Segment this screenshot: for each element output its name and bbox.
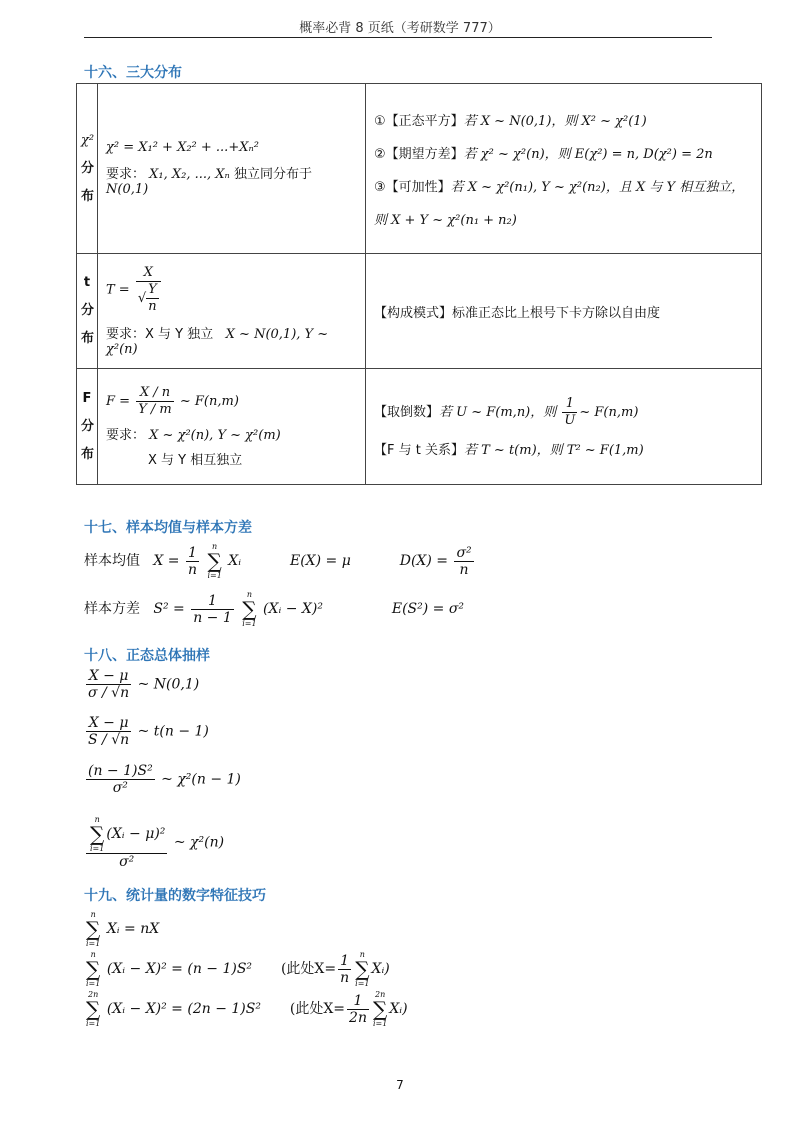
stat-trick-2: n ∑ i=1 (Xᵢ − X)² = (n − 1)S² (此处X= $\frac{1}{n}$ n ∑ i=1 Xᵢ) [86,950,390,988]
chi-prop-3: ③【可加性】若 X ~ χ²(n₁), Y ~ χ²(n₂)，且 X 与 Y 相互独立， [374,179,745,195]
f-fraction: $\frac{X / n}{Y / m}$ [138,385,172,417]
normal-sampling-1: $\frac{X - \mu}{\sigma / √n}$ ~ N(0,1) [88,668,200,701]
t-fraction: X √ $\frac{Y}{n}$ [136,265,161,315]
t-definition [98,254,366,369]
f-definition [98,369,366,485]
t-row [77,254,762,369]
t-requirement: 要求：X 与 Y 独立 X ~ N(0,1), Y ~ χ²(n) [106,327,329,357]
normal-sampling-2: $\frac{X - \mu}{S / √n}$ ~ t(n − 1) [88,715,209,748]
sum-symbol: n ∑ i=1 [90,815,105,853]
normal-sampling-3: $\frac{\text{(n − 1)S²}}{\text{σ²}}$ ~ χ²(n − 1) [88,763,241,796]
f-label: F 分 布 [77,369,98,485]
chi-square-properties [366,84,762,254]
sum-symbol: n ∑ i=1 [207,542,222,580]
f-formula: F = $\frac{X / n}{Y / m}$ ~ F(n,m) [106,385,239,417]
t-label: t 分 布 [77,254,98,369]
sum-symbol: n ∑ i=1 [242,590,257,628]
chi-square-definition [98,84,366,254]
chi-prop-2: ②【期望方差】若 χ² ~ χ²(n)，则 E(χ²) = n, D(χ²) = 2n [374,146,713,162]
sum-symbol: n ∑ i=1 [355,950,370,988]
chi-square-requirement: 要求： X₁, X₂, ..., Xₙ 独立同分布于 N(0,1) [106,167,312,197]
page-number: 7 [396,1078,404,1092]
chi-prop-1: ①【正态平方】若 X ~ N(0,1)，则 X² ~ χ²(1) [374,113,647,129]
sum-symbol: 2n ∑ i=1 [86,990,101,1028]
f-prop-2: 【F 与 t 关系】若 T ~ t(m)，则 T² ~ F(1,m) [374,442,644,458]
page-header: 概率必背 8 页纸（考研数学 777） [299,21,501,36]
distribution-table [76,83,762,485]
sample-mean-line: 样本均值 X = $\frac{1}{n}$ n ∑ i=1 Xᵢ E(X) = μ D(X) = $\frac{\text{σ²}}{n}$ [84,542,472,580]
f-prop-1: 【取倒数】若 U ~ F(m,n)，则 $\frac{1}{U}$ ~ F(n,m) [374,395,639,428]
chi-square-label: χ² 分 布 [77,84,98,254]
chi-square-row [77,84,762,254]
stat-trick-1: n ∑ i=1 Xᵢ = nX [86,910,160,948]
stat-trick-3: 2n ∑ i=1 (Xᵢ − X)² = (2n − 1)S² (此处X= $\frac{1}{2n}$ 2n ∑ i=1 Xᵢ) [86,990,408,1028]
chi-prop-3-cont: 则 X + Y ~ χ²(n₁ + n₂) [374,212,517,228]
section-title-19: 十九、统计量的数字特征技巧 [84,888,266,904]
section-title-18: 十八、正态总体抽样 [84,648,210,664]
normal-sampling-4: n ∑ i=1 (Xᵢ − μ)² σ² ~ χ²(n) [84,815,224,870]
sample-variance-line: 样本方差 S² = $\frac{1}{n - 1}$ n ∑ i=1 (Xᵢ − X)² E(S²) = σ² [84,590,465,628]
header-rule [84,37,712,38]
f-requirement-2: X 与 Y 相互独立 [148,453,243,468]
t-note: 【构成模式】标准正态比上根号下卡方除以自由度 [366,254,762,369]
sum-symbol: 2n ∑ i=1 [372,990,388,1028]
f-row [77,369,762,485]
chi-square-formula: χ² = X₁² + X₂² + ...+Xₙ² [106,140,259,155]
section-title-17: 十七、样本均值与样本方差 [84,520,252,536]
section-title-16: 十六、三大分布 [84,65,182,81]
sum-symbol: n ∑ i=1 [86,950,101,988]
f-properties [366,369,762,485]
f-requirement: 要求： X ~ χ²(n), Y ~ χ²(m) [106,428,281,443]
sum-symbol: n ∑ i=1 [86,910,101,948]
t-formula: T = X √ $\frac{Y}{n}$ [106,265,357,315]
